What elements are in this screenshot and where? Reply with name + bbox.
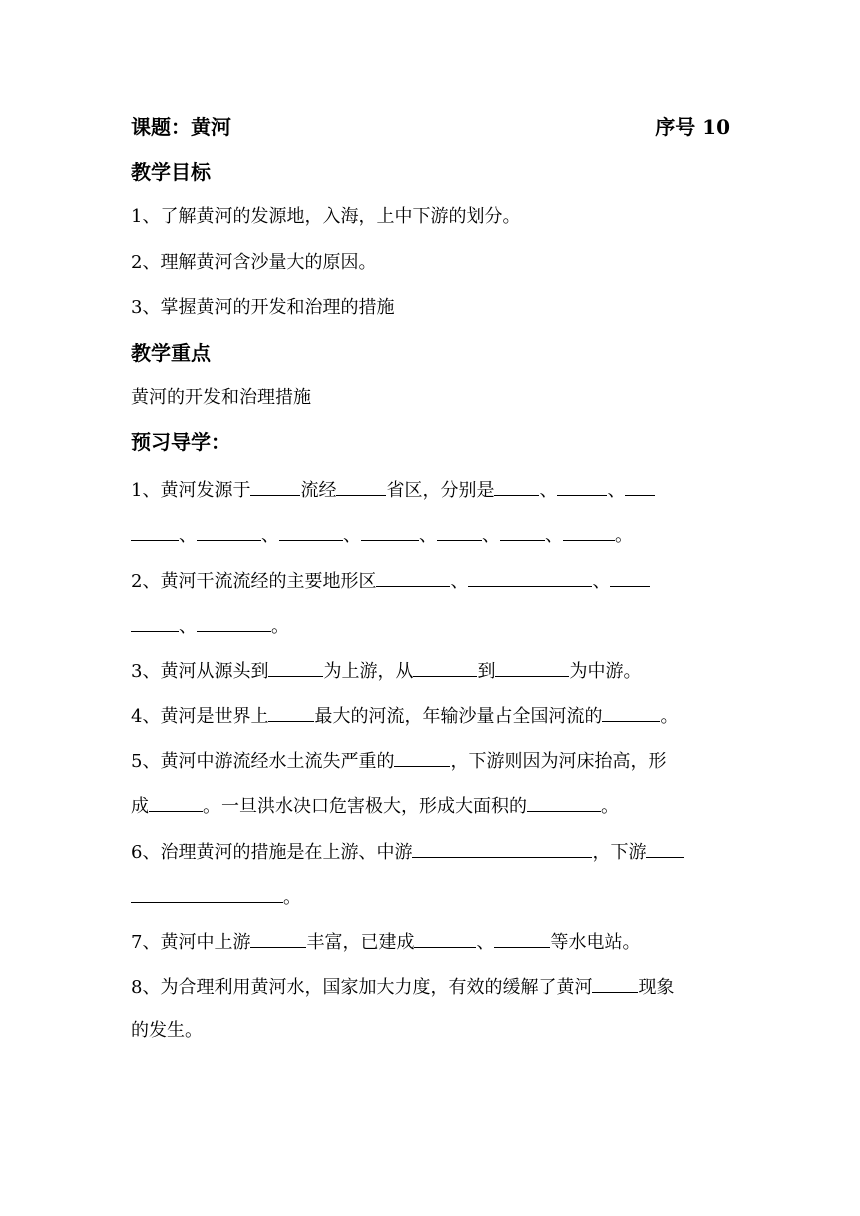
blank xyxy=(131,522,179,541)
blank xyxy=(495,658,569,677)
blank xyxy=(268,703,314,722)
q4-text-b: 最大的河流，年输沙量占全国河流的 xyxy=(314,706,603,727)
question-6-line-1 xyxy=(131,839,730,865)
question-3 xyxy=(131,658,730,684)
q4-text-a: 4、黄河是世界上 xyxy=(131,706,269,727)
objective-item-1: 1、了解黄河的发源地，入海，上中下游的划分。 xyxy=(131,206,521,227)
key-points-text: 黄河的开发和治理措施 xyxy=(131,387,311,408)
q1-text-f: 、 xyxy=(179,525,197,546)
q1-text-k: 、 xyxy=(545,525,563,546)
q5-text-e: 。 xyxy=(601,796,619,817)
q7-text-c: 、 xyxy=(476,932,495,953)
question-7 xyxy=(131,929,730,955)
blank xyxy=(268,658,323,677)
q7-text-b: 丰富，已建成 xyxy=(306,932,415,953)
blank xyxy=(131,613,179,632)
q1-text-c: 省区，分别是 xyxy=(386,480,495,501)
q6-text-c: 。 xyxy=(283,887,301,908)
title-row xyxy=(131,115,730,139)
lesson-title: 课题：黄河 xyxy=(131,115,231,139)
question-1-line-1 xyxy=(131,477,730,503)
objective-item-3: 3、掌握黄河的开发和治理的措施 xyxy=(131,297,395,318)
q2-text-b: 、 xyxy=(450,571,469,592)
blank xyxy=(563,522,615,541)
q1-text-l: 。 xyxy=(615,525,633,546)
q5-text-d: 。一旦洪水决口危害极大，形成大面积的 xyxy=(203,796,527,817)
blank xyxy=(494,929,550,948)
q1-text-a: 1、黄河发源于 xyxy=(131,480,251,501)
blank xyxy=(610,568,650,587)
q6-text-b: ，下游 xyxy=(592,842,647,863)
q2-text-d: 、 xyxy=(179,616,197,637)
serial-number: 序号 10 xyxy=(655,115,730,139)
q2-text-c: 、 xyxy=(592,571,611,592)
blank xyxy=(250,477,300,496)
q7-text-d: 等水电站。 xyxy=(550,932,641,953)
blank xyxy=(149,793,203,812)
blank xyxy=(250,929,306,948)
q8-text-b: 现象 xyxy=(638,977,675,998)
q1-text-b: 流经 xyxy=(300,480,337,501)
blank xyxy=(412,839,592,858)
q1-text-g: 、 xyxy=(261,525,279,546)
blank xyxy=(602,703,660,722)
q3-text-a: 3、黄河从源头到 xyxy=(131,661,269,682)
q6-text-a: 6、治理黄河的措施是在上游、中游 xyxy=(131,842,413,863)
blank xyxy=(197,613,271,632)
blank xyxy=(437,522,482,541)
q5-text-c: 成 xyxy=(131,796,149,817)
question-8-line-2: 的发生。 xyxy=(131,1020,203,1041)
blank xyxy=(646,839,684,858)
blank xyxy=(414,929,476,948)
blank xyxy=(131,884,283,903)
q8-text-a: 8、为合理利用黄河水，国家加大力度，有效的缓解了黄河 xyxy=(131,977,593,998)
question-2-line-2 xyxy=(131,613,730,639)
blank xyxy=(336,477,386,496)
question-1-line-2 xyxy=(131,522,730,548)
question-5-line-1 xyxy=(131,748,730,774)
q1-text-d: 、 xyxy=(539,480,558,501)
blank xyxy=(625,477,655,496)
question-4 xyxy=(131,703,730,729)
question-8-line-1 xyxy=(131,974,730,1000)
q1-text-i: 、 xyxy=(419,525,437,546)
q5-text-a: 5、黄河中游流经水土流失严重的 xyxy=(131,751,395,772)
q7-text-a: 7、黄河中上游 xyxy=(131,932,251,953)
question-2-line-1 xyxy=(131,568,730,594)
objective-item-2: 2、理解黄河含沙量大的原因。 xyxy=(131,252,377,273)
question-5-line-2 xyxy=(131,793,730,819)
q2-text-e: 。 xyxy=(271,616,289,637)
blank xyxy=(592,974,638,993)
objectives-heading: 教学目标 xyxy=(131,160,211,184)
question-6-line-2 xyxy=(131,884,730,910)
blank xyxy=(468,568,592,587)
blank xyxy=(557,477,607,496)
blank xyxy=(376,568,450,587)
blank xyxy=(413,658,477,677)
q1-text-e: 、 xyxy=(607,480,626,501)
blank xyxy=(500,522,545,541)
blank xyxy=(279,522,343,541)
key-points-heading: 教学重点 xyxy=(131,341,211,365)
blank xyxy=(527,793,601,812)
q2-text-a: 2、黄河干流流经的主要地形区 xyxy=(131,571,377,592)
q3-text-d: 为中游。 xyxy=(569,661,642,682)
blank xyxy=(361,522,419,541)
q4-text-c: 。 xyxy=(660,706,679,727)
blank xyxy=(394,748,450,767)
q5-text-b: ，下游则因为河床抬高，形 xyxy=(450,751,667,772)
q1-text-j: 、 xyxy=(482,525,500,546)
q3-text-b: 为上游，从 xyxy=(323,661,414,682)
blank xyxy=(494,477,539,496)
q1-text-h: 、 xyxy=(343,525,361,546)
blank xyxy=(197,522,261,541)
preview-heading: 预习导学： xyxy=(131,430,231,454)
q3-text-c: 到 xyxy=(477,661,496,682)
